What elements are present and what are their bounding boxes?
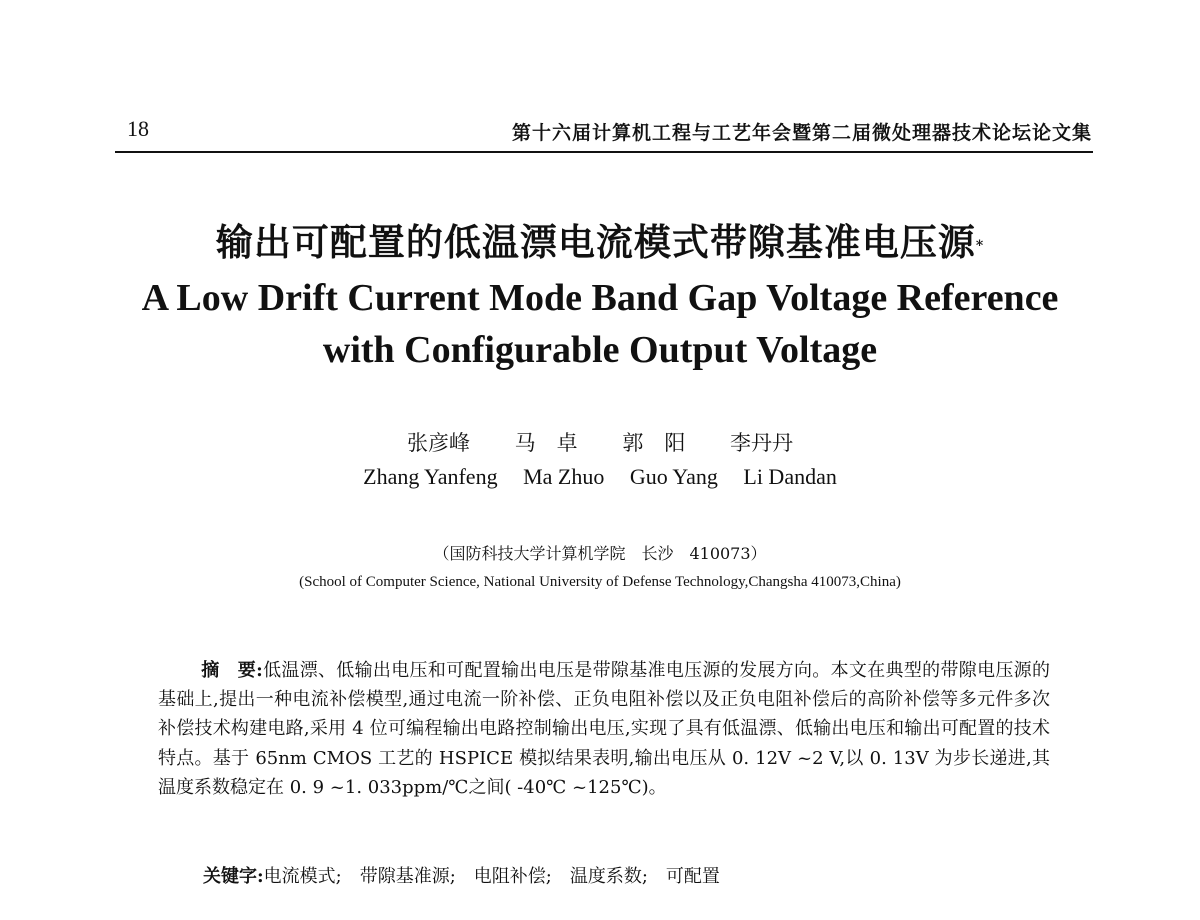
title-english-line2: with Configurable Output Voltage [322, 329, 878, 371]
title-chinese-text: 输出可配置的低温漂电流模式带隙基准电压源 [215, 220, 976, 264]
affiliation-block [0, 540, 1200, 596]
author-cn: 郭 阳 [622, 431, 686, 455]
author-en: Ma Zhuo [523, 464, 605, 489]
authors-chinese [0, 426, 1200, 460]
affiliation-chinese: （国防科技大学计算机学院 长沙 410073） [433, 544, 767, 563]
author-cn: 马 卓 [514, 431, 578, 455]
title-block [0, 212, 1200, 376]
author-en: Li Dandan [743, 464, 837, 489]
abstract-text: 低温漂、低输出电压和可配置输出电压是带隙基准电压源的发展方向。本文在典型的带隙电压源的基础上,提出一种电流补偿模型,通过电流一阶补偿、正负电阻补偿以及正负电阻补偿后的高阶补偿等多元件多次补偿技术构建电路,采用 4 位可编程输出电路控制输出电压,实现了具有低温漂、低输出电压和输出可配置的技术特点。基于 65nm CMOS 工艺的 HSPICE 模拟结果表明,输出电压从 0. 12V ~2 V,以 0. 13V 为步长递进,其温度系数稳定在 0. 9 ~1. 033ppm/℃之间( -40℃ ~125℃)。 [158, 660, 1050, 798]
authors-english [0, 460, 1200, 494]
keywords [203, 862, 720, 888]
keywords-text: 电流模式; 带隙基准源; 电阻补偿; 温度系数; 可配置 [263, 866, 720, 887]
affiliation-english: (School of Computer Science, National University of Defense Technology,Changsha 410073,China) [299, 574, 901, 590]
abstract-paragraph [158, 656, 1050, 802]
author-cn: 张彦峰 [406, 431, 470, 455]
author-en: Zhang Yanfeng [363, 464, 498, 489]
abstract-label: 摘 要: [201, 660, 263, 681]
authors-block [0, 426, 1200, 494]
header-divider [115, 151, 1093, 153]
author-cn: 李丹丹 [730, 431, 794, 455]
title-chinese [0, 212, 1200, 272]
page-number: 18 [127, 116, 149, 141]
abstract [158, 656, 1050, 802]
title-english-line1: A Low Drift Current Mode Band Gap Voltage Reference [141, 277, 1059, 319]
author-en: Guo Yang [629, 464, 718, 489]
running-header: 第十六届计算机工程与工艺年会暨第二届微处理器技术论坛论文集 [511, 122, 1092, 144]
keywords-label: 关键字: [203, 866, 264, 887]
title-footnote-mark: * [975, 238, 985, 254]
